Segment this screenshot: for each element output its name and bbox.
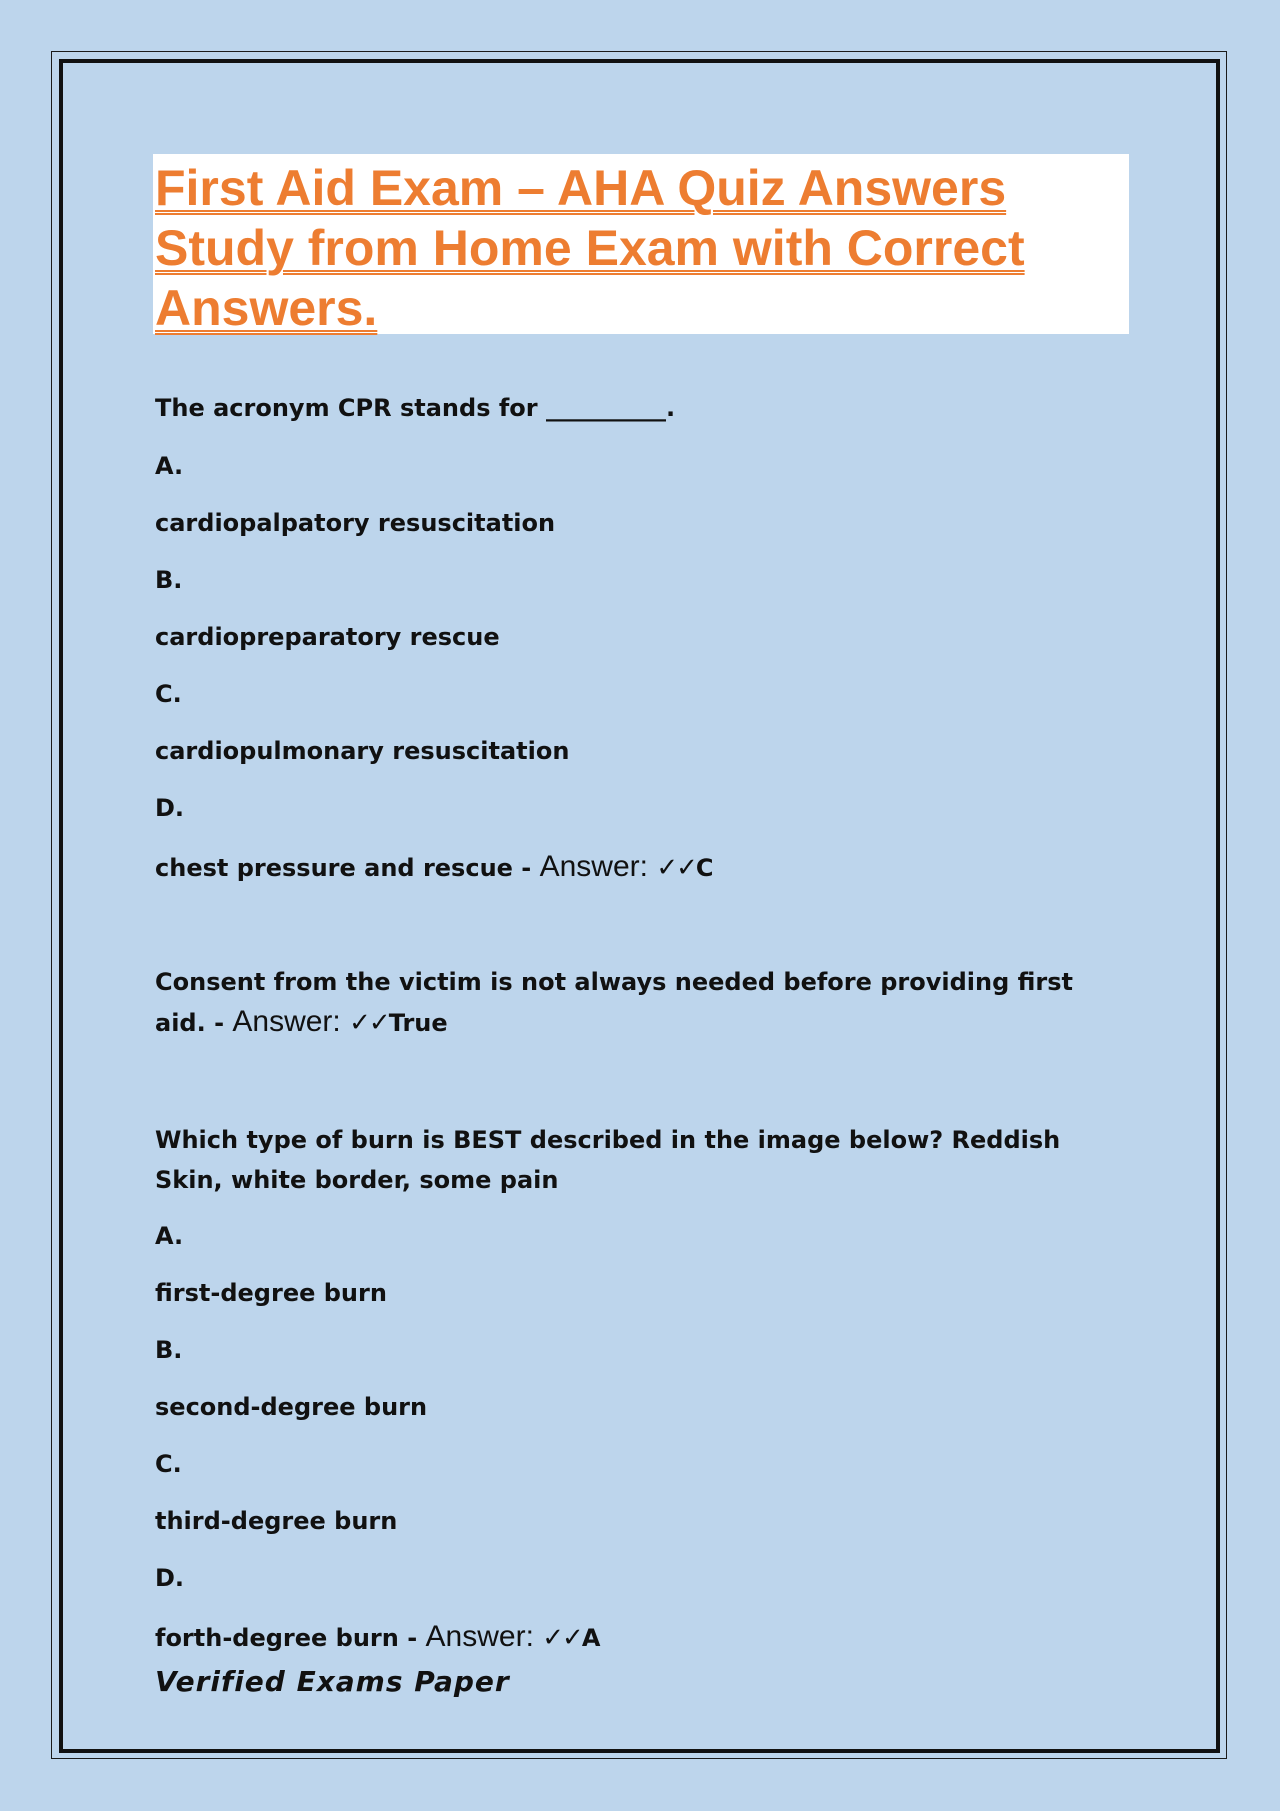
answer-label: Answer:: [539, 850, 648, 883]
question-1-option-d-text: chest pressure and rescue -: [155, 854, 540, 882]
question-3-option-c-letter: C.: [155, 1450, 182, 1478]
answer-label: Answer:: [425, 1620, 534, 1653]
question-3-option-d-text: forth-degree burn -: [155, 1624, 426, 1652]
question-1-option-d-letter: D.: [155, 794, 185, 822]
question-1-option-b-letter: B.: [155, 566, 183, 594]
question-2-answer: True: [388, 1009, 448, 1037]
document-title: First Aid Exam – AHA Quiz Answers Study from Home Exam with Correct Answers.: [155, 160, 1025, 336]
question-1-option-c-text: cardiopulmonary resuscitation: [155, 737, 570, 765]
question-3-prompt: Which type of burn is BEST described in the image below? Reddish Skin, white border, some pain: [155, 1126, 1061, 1194]
question-1-answer-line: [155, 847, 714, 888]
question-3-option-b-text: second-degree burn: [155, 1393, 428, 1421]
question-3-answer: A: [581, 1624, 601, 1652]
question-1-option-a-text: cardiopalpatory resuscitation: [155, 509, 556, 537]
question-3-option-a-letter: A.: [155, 1222, 184, 1250]
question-1-answer: C: [695, 854, 714, 882]
question-1-option-b-text: cardiopreparatory rescue: [155, 623, 500, 651]
question-2-block: [155, 962, 1095, 1043]
double-check-icon: ✓✓: [349, 1008, 389, 1038]
question-1-prompt: The acronym CPR stands for __________.: [155, 394, 676, 422]
question-3-option-c-text: third-degree burn: [155, 1507, 398, 1535]
double-check-icon: ✓✓: [656, 853, 696, 883]
question-2-prompt: Consent from the victim is not always needed before providing first aid. -: [155, 968, 1074, 1037]
question-1-option-c-letter: C.: [155, 680, 182, 708]
question-3-option-a-text: first-degree burn: [155, 1279, 387, 1307]
question-3-answer-line: [155, 1617, 600, 1658]
double-check-icon: ✓✓: [542, 1623, 582, 1653]
question-3-option-d-letter: D.: [155, 1564, 185, 1592]
question-3-option-b-letter: B.: [155, 1336, 183, 1364]
question-1-option-a-letter: A.: [155, 452, 184, 480]
footer-watermark: Verified Exams Paper: [155, 1665, 510, 1698]
answer-label: Answer:: [232, 1005, 341, 1038]
